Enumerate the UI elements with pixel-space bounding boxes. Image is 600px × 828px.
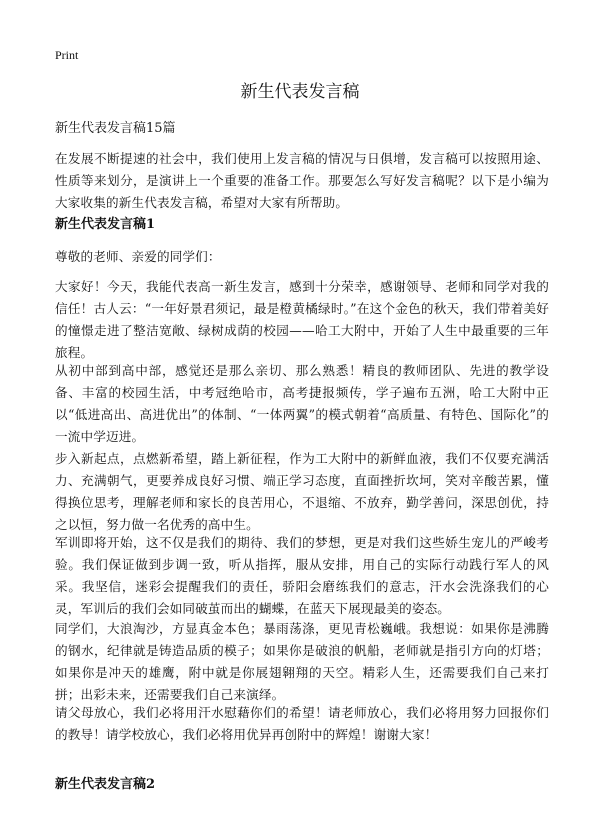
page-title: 新生代表发言稿 (240, 82, 360, 102)
closing-paragraph: 请父母放心，我们必将用汗水慰藉你们的希望！请老师放心，我们必将用努力回报你们的教导！请学校放心，我们必将用优异再创附中的辉煌！谢谢大家！ (55, 705, 549, 742)
intro-paragraph: 在发展不断提速的社会中，我们使用上发言稿的情况与日俱增，发言稿可以按照用途、性质等来划分，是演讲上一个重要的准备工作。那要怎么写好发言稿呢？以下是小编为大家收集的新生代表发言稿，希望对大家有所帮助。 (55, 151, 549, 210)
body-paragraph-3: 步入新起点，点燃新希望，踏上新征程，作为工大附中的新鲜血液，我们不仅要充满活力、充满朝气，更要养成良好习惯、端正学习态度，直面挫折坎坷，笑对辛酸苦累，懂得换位思考，理解老师和家长的良苦用心，不退缩、不放弃，勤学善问，深思创优，持之以恒，努力做一名优秀的高中生。 (55, 451, 549, 532)
body-paragraph-4: 军训即将开始，这不仅是我们的期待、我们的梦想，更是对我们这些娇生宠儿的严峻考验。我们保证做到步调一致，听从指挥，服从安排，用自己的实际行动践行军人的风采。我坚信，迷彩会提醒我们的责任，骄阳会磨练我们的意志，汗水会洗涤我们的心灵，军训后的我们会如同破茧而出的蝴蝶，在蓝天下展现最美的姿态。 (55, 535, 549, 616)
body-paragraph-1: 大家好！今天，我能代表高一新生发言，感到十分荣幸，感谢领导、老师和同学对我的信任！古人云：“一年好景君须记，最是橙黄橘绿时。”在这个金色的秋天，我们带着美好的憧憬走进了整洁宽敞、绿树成荫的校园——哈工大附中，开始了人生中最重要的三年旅程。 (55, 279, 549, 360)
section-heading-1: 新生代表发言稿1 (55, 217, 156, 232)
salutation-paragraph: 尊敬的老师、亲爱的同学们： (55, 249, 221, 264)
document-subtitle: 新生代表发言稿15篇 (55, 121, 176, 136)
body-paragraph-2: 从初中部到高中部，感觉还是那么亲切、那么熟悉！精良的教师团队、先进的教学设备、丰富的校园生活，中考冠绝哈市，高考捷报频传，学子遍布五洲，哈工大附中正以“低进高出、高进优出”的体制、“一体两翼”的模式朝着“高质量、有特色、国际化”的一流中学迈进。 (55, 363, 549, 444)
body-paragraph-5: 同学们，大浪淘沙，方显真金本色；暴雨荡涤，更见青松巍峨。我想说：如果你是沸腾的钢水，纪律就是铸造品质的模子；如果你是破浪的帆船，老师就是指引方向的灯塔；如果你是冲天的雄鹰，附中就是你展翅翱翔的天空。精彩人生，还需要我们自己来打拼；出彩未来，还需要我们自己来演绎。 (55, 621, 549, 702)
print-link[interactable]: Print (55, 48, 79, 62)
section-heading-2: 新生代表发言稿2 (55, 777, 156, 792)
